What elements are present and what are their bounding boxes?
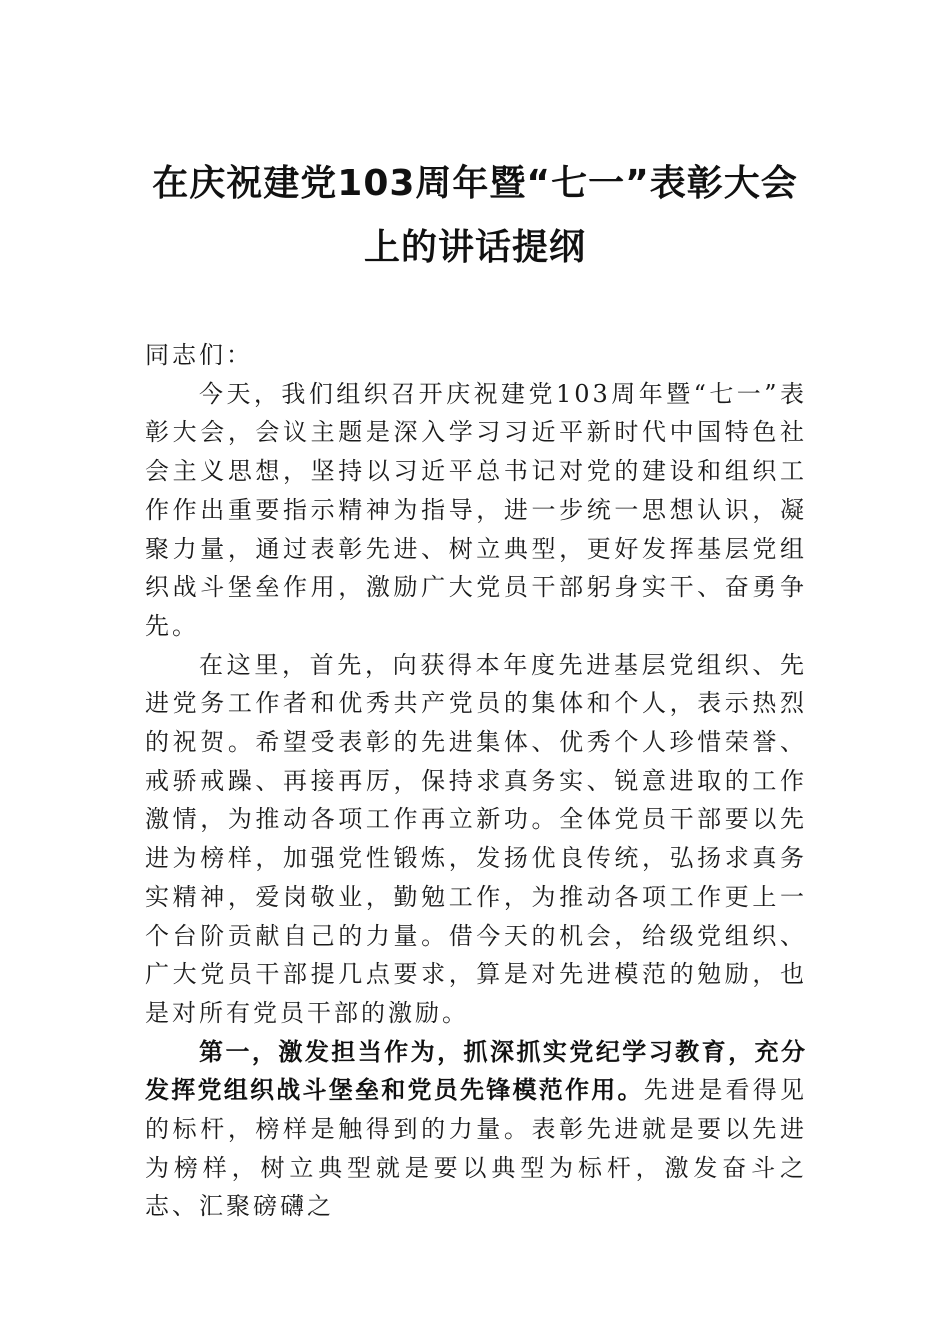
salutation: 同志们： — [145, 341, 253, 369]
paragraph-3-lead: 第一，激发担当作为，抓深抓实党纪学习教育，充分发挥党组织战斗堡垒和党员先锋模范作用。 — [145, 1037, 807, 1105]
paragraph-2: 在这里，首先，向获得本年度先进基层党组织、先进党务工作者和优秀共产党员的集体和个人，表示热烈的祝贺。希望受表彰的先进集体、优秀个人珍惜荣誉、戒骄戒躁、再接再厉，保持求真务实、锐意进取的工作激情，为推动各项工作再立新功。全体党员干部要以先进为榜样，加强党性锻炼，发扬优良传统，弘扬求真务实精神，爱岗敬业，勤勉工作，为推动各项工作更上一个台阶贡献自己的力量。借今天的机会，给级党组织、广大党员干部提几点要求，算是对先进模范的勉励，也是对所有党员干部的激励。 — [145, 650, 807, 1027]
title-line-2: 上的讲话提纲 — [363, 227, 586, 268]
document-title — [140, 152, 810, 280]
document-body — [145, 336, 807, 1226]
paragraph-3-text: 先进是看得见的标杆，榜样是触得到的力量。表彰先进就是要以先进为榜样，树立典型就是要以典型为标杆，激发奋斗之志、汇聚磅礴之 — [145, 1076, 807, 1221]
title-line-1: 在庆祝建党103周年暨“七一”表彰大会 — [152, 163, 798, 204]
paragraph-3 — [145, 1033, 807, 1227]
paragraph-1: 今天，我们组织召开庆祝建党103周年暨“七一”表彰大会，会议主题是深入学习习近平新时代中国特色社会主义思想，坚持以习近平总书记对党的建设和组织工作作出重要指示精神为指导，进一步统一思想认识，凝聚力量，通过表彰先进、树立典型，更好发挥基层党组织战斗堡垒作用，激励广大党员干部躬身实干、奋勇争先。 — [145, 379, 807, 640]
